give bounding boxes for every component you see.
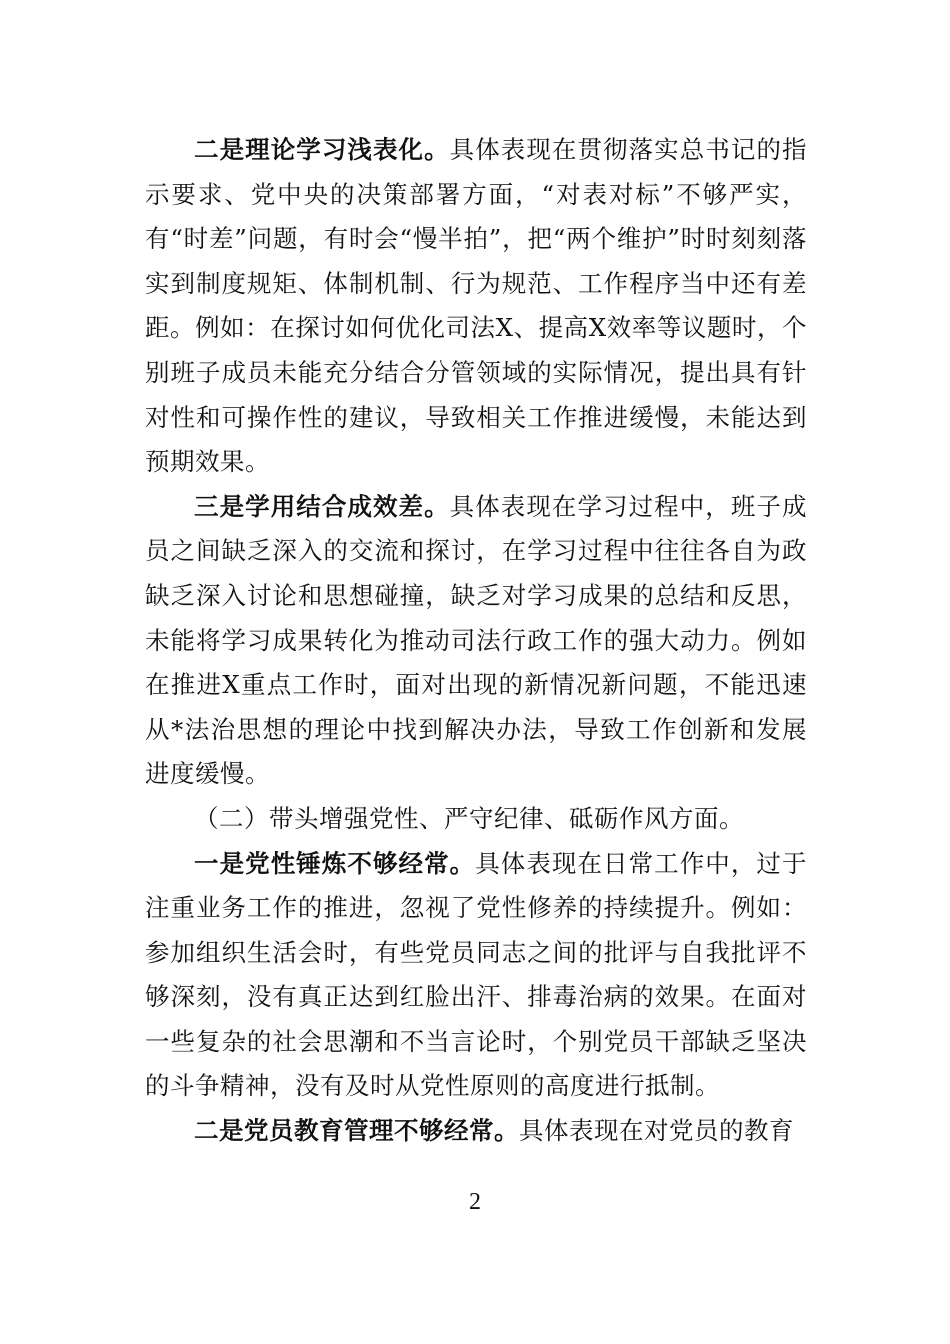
page-number: 2 [469,1189,481,1215]
section-heading: （二）带头增强党性、严守纪律、砥砺作风方面。 [194,803,744,833]
paragraph-theory-study [145,128,807,485]
paragraph-lead: 三是学用结合成效差。 [194,491,450,521]
paragraph-lead: 一是党性锤炼不够经常。 [194,848,476,878]
paragraph-lead: 二是党员教育管理不够经常。 [194,1116,519,1146]
paragraph-text: 具体表现在对党员的教育 [519,1116,794,1146]
paragraph-text: 具体表现在贯彻落实总书记的指示要求、党中央的决策部署方面，“对表对标”不够严实，有“时差”问题，有时会“慢半拍”，把“两个维护”时时刻刻落实到制度规矩、体制机制、行为规范、工作程序当中还有差距。例如：在探讨如何优化司法X、提高X效率等议题时，个别班子成员未能充分结合分管领域的实际情况，提出具有针对性和可操作性的建议，导致相关工作推进缓慢，未能达到预期效果。 [145,135,808,477]
paragraph-member-education [145,1109,807,1154]
paragraph-party-spirit [145,842,807,1110]
document-body [145,128,807,1154]
paragraph-learning-application [145,485,807,797]
paragraph-text: 具体表现在学习过程中，班子成员之间缺乏深入的交流和探讨，在学习过程中往往各自为政缺乏深入讨论和思想碰撞，缺乏对学习成果的总结和反思，未能将学习成果转化为推动司法行政工作的强大动力。例如在推进X重点工作时，面对出现的新情况新问题，不能迅速从*法治思想的理论中找到解决办法，导致工作创新和发展进度缓慢。 [145,491,808,789]
paragraph-text: 具体表现在日常工作中，过于注重业务工作的推进，忽视了党性修养的持续提升。例如：参加组织生活会时，有些党员同志之间的批评与自我批评不够深刻，没有真正达到红脸出汗、排毒治病的效果。在面对一些复杂的社会思潮和不当言论时，个别党员干部缺乏坚决的斗争精神，没有及时从党性原则的高度进行抵制。 [145,848,807,1101]
paragraph-lead: 二是理论学习浅表化。 [194,135,450,164]
